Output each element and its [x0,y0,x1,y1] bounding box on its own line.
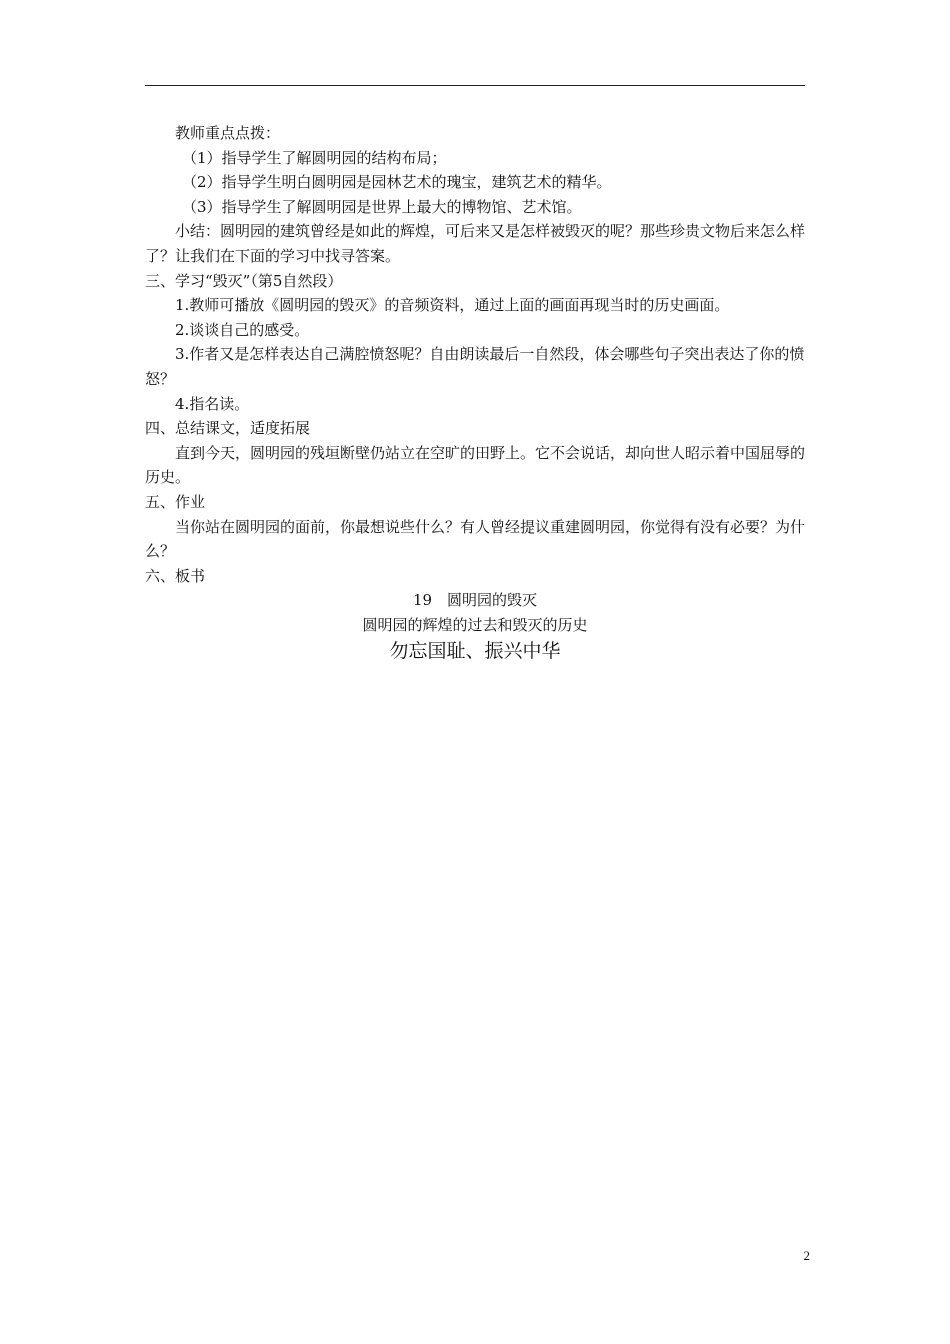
key-point-3: （3）指导学生了解圆明园是世界上最大的博物馆、艺术馆。 [182,197,582,216]
document-body [145,121,805,665]
header-rule [145,85,805,86]
section-three-step-3: 3.作者又是怎样表达自己满腔愤怒呢？自由朗读最后一自然段，体会哪些句子突出表达了你的愤怒？ [145,345,805,388]
summary-paragraph: 小结：圆明园的建筑曾经是如此的辉煌，可后来又是怎样被毁灭的呢？那些珍贵文物后来怎么样了？让我们在下面的学习中找寻答案。 [145,222,806,265]
section-three-heading: 三、学习“毁灭”（第5自然段） [145,271,343,290]
board-line-1: 圆明园的辉煌的过去和毁灭的历史 [362,615,588,634]
section-four-paragraph: 直到今天，圆明园的残垣断壁仍站立在空旷的田野上。它不会说话，却向世人昭示着中国屈辱的历史。 [145,443,806,487]
section-three-step-2: 2.谈谈自己的感受。 [175,320,310,339]
section-three-step-4: 4.指名读。 [175,394,250,413]
section-six-heading: 六、板书 [145,566,206,585]
board-line-2: 勿忘国耻、振兴中华 [389,640,561,663]
section-four-heading: 四、总结课文，适度拓展 [145,419,311,438]
key-point-1: （1）指导学生了解圆明园的结构布局； [182,148,447,167]
blackboard-plan [145,588,805,665]
key-point-2: （2）指导学生明白圆明园是园林艺术的瑰宝，建筑艺术的精华。 [182,173,612,192]
teacher-key-points-heading: 教师重点点拨： [175,124,281,142]
homework-paragraph: 当你站在圆明园的面前，你最想说些什么？有人曾经提议重建圆明园，你觉得有没有必要？为什么？ [145,517,806,561]
page-number: 2 [803,1248,810,1263]
section-three-step-1: 1.教师可播放《圆明园的毁灭》的音频资料，通过上面的画面再现当时的历史画面。 [175,296,730,315]
board-title: 19 圆明园的毁灭 [412,591,538,610]
section-five-heading: 五、作业 [145,492,206,511]
